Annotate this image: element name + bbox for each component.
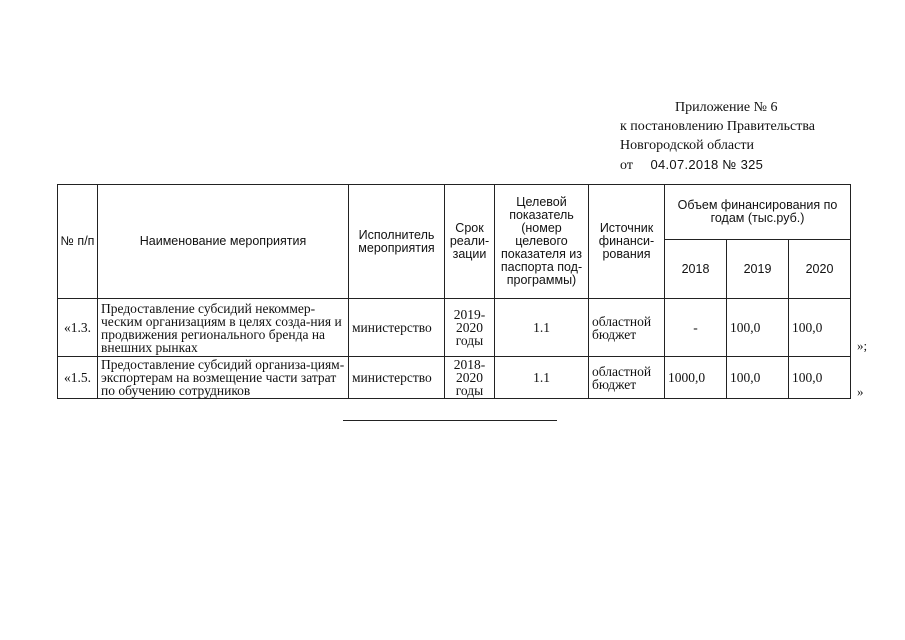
header-target: Целевой показатель (номер целевого показателя из паспорта под-программы): [495, 185, 589, 299]
row-num: «1.3.: [58, 299, 98, 357]
row-2019: 100,0: [727, 357, 789, 399]
row-executor: министерство: [349, 299, 445, 357]
row-term: 2019-2020 годы: [445, 299, 495, 357]
appendix-date-prefix: от: [620, 158, 633, 173]
appendix-region: Новгородской области: [620, 138, 754, 153]
appendix-block: [620, 98, 815, 175]
row-2018: -: [665, 299, 727, 357]
appendix-title: Приложение № 6: [675, 100, 778, 115]
table-row: [58, 357, 851, 399]
header-year-2019: 2019: [727, 240, 789, 299]
row-2019: 100,0: [727, 299, 789, 357]
header-year-2018: 2018: [665, 240, 727, 299]
row-term: 2018-2020 годы: [445, 357, 495, 399]
row-target: 1.1: [495, 299, 589, 357]
row-2020: 100,0: [789, 299, 851, 357]
table-row: [58, 299, 851, 357]
row-source: областной бюджет: [589, 357, 665, 399]
row-num: «1.5.: [58, 357, 98, 399]
row-target: 1.1: [495, 357, 589, 399]
appendix-date-line: [620, 155, 815, 175]
header-source: Источник финанси-рования: [589, 185, 665, 299]
signature-divider: [343, 420, 557, 421]
header-term: Срок реали-зации: [445, 185, 495, 299]
row-2018: 1000,0: [665, 357, 727, 399]
header-year-2020: 2020: [789, 240, 851, 299]
row-name: Предоставление субсидий некоммер-ческим организациям в целях созда-ния и продвижения регионального бренда на внешних рынках: [98, 299, 349, 357]
appendix-date-number: 04.07.2018 № 325: [650, 157, 764, 172]
appendix-resolution: к постановлению Правительства: [620, 119, 816, 134]
row-closing-mark: »;: [857, 338, 868, 353]
header-name: Наименование мероприятия: [98, 185, 349, 299]
header-funding: Объем финансирования по годам (тыс.руб.): [665, 185, 851, 240]
funding-table: [57, 184, 851, 399]
row-closing-mark: »: [857, 384, 864, 399]
row-executor: министерство: [349, 357, 445, 399]
row-name: Предоставление субсидий организа-циям-экспортерам на возмещение части затрат по обучению сотрудников: [98, 357, 349, 399]
header-executor: Исполнитель мероприятия: [349, 185, 445, 299]
row-2020: 100,0: [789, 357, 851, 399]
header-num: № п/п: [58, 185, 98, 299]
row-source: областной бюджет: [589, 299, 665, 357]
